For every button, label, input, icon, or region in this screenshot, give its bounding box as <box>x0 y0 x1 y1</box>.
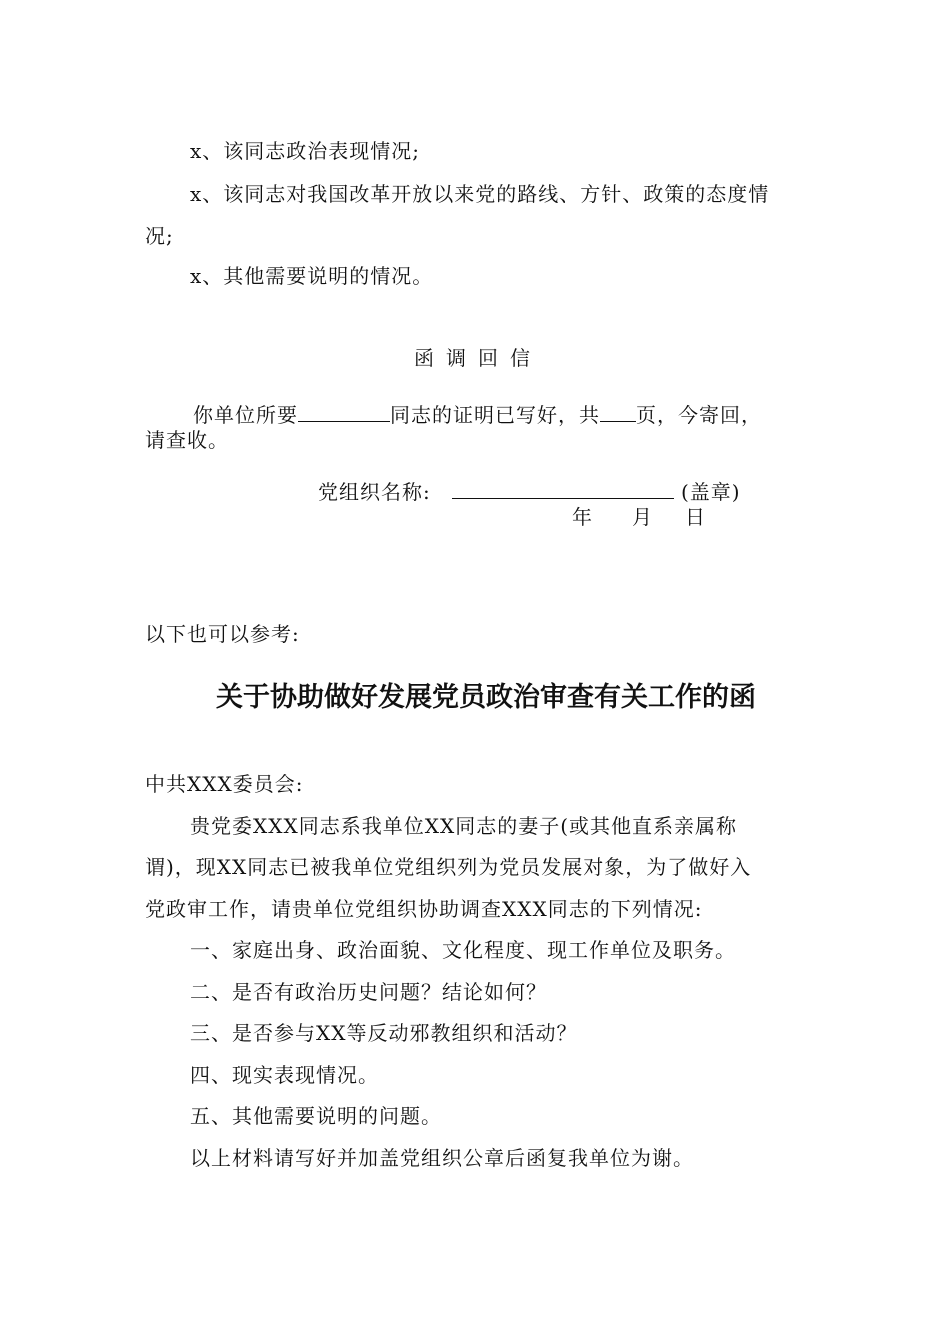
letter-item-other-issues: 五、其他需要说明的问题。 <box>190 1104 442 1128</box>
item-other-situations: x、其他需要说明的情况。 <box>190 264 434 288</box>
item-attitude-line2: 况; <box>145 224 174 248</box>
letter-item-family-background: 一、家庭出身、政治面貌、文化程度、现工作单位及职务。 <box>190 938 736 962</box>
letter-closing: 以上材料请写好并加盖党组织公章后函复我单位为谢。 <box>190 1146 694 1170</box>
letter-item-political-history: 二、是否有政治历史问题？结论如何？ <box>190 980 547 1004</box>
reply-title: 函调回信 <box>414 346 542 370</box>
reply-body-suffix: 页，今寄回， <box>636 403 762 427</box>
reply-body-line2: 请查收。 <box>145 428 229 452</box>
letter-para1-line2: 谓)，现XX同志已被我单位党组织列为党员发展对象，为了做好入 <box>145 855 752 879</box>
date-year: 年 <box>572 505 593 529</box>
seal-note: (盖章) <box>681 480 741 504</box>
reference-intro: 以下也可以参考: <box>145 622 300 646</box>
letter-para1-line1: 贵党委XXX同志系我单位XX同志的妻子(或其他直系亲属称 <box>190 814 737 838</box>
letter-item-cult-involvement: 三、是否参与XX等反动邪教组织和活动？ <box>190 1021 578 1045</box>
letter-salutation: 中共XXX委员会: <box>145 772 304 796</box>
letter-title: 关于协助做好发展党员政治审查有关工作的函 <box>216 682 756 713</box>
reply-body-line1 <box>193 401 762 429</box>
date-month: 月 <box>632 505 653 529</box>
comrade-name-blank[interactable] <box>298 401 390 422</box>
date-day: 日 <box>685 505 706 529</box>
reply-body-prefix: 你单位所要 <box>193 403 298 427</box>
org-name-label: 党组织名称: <box>318 480 431 504</box>
page-count-blank[interactable] <box>600 401 636 422</box>
letter-para1-line3: 党政审工作，请贵单位党组织协助调查XXX同志的下列情况: <box>145 897 703 921</box>
reply-body-mid: 同志的证明已写好，共 <box>390 403 600 427</box>
org-name-blank[interactable] <box>452 478 674 499</box>
item-attitude-line1: x、该同志对我国改革开放以来党的路线、方针、政策的态度情 <box>190 182 770 206</box>
item-political-performance: x、该同志政治表现情况; <box>190 139 421 163</box>
letter-item-current-performance: 四、现实表现情况。 <box>190 1063 379 1087</box>
